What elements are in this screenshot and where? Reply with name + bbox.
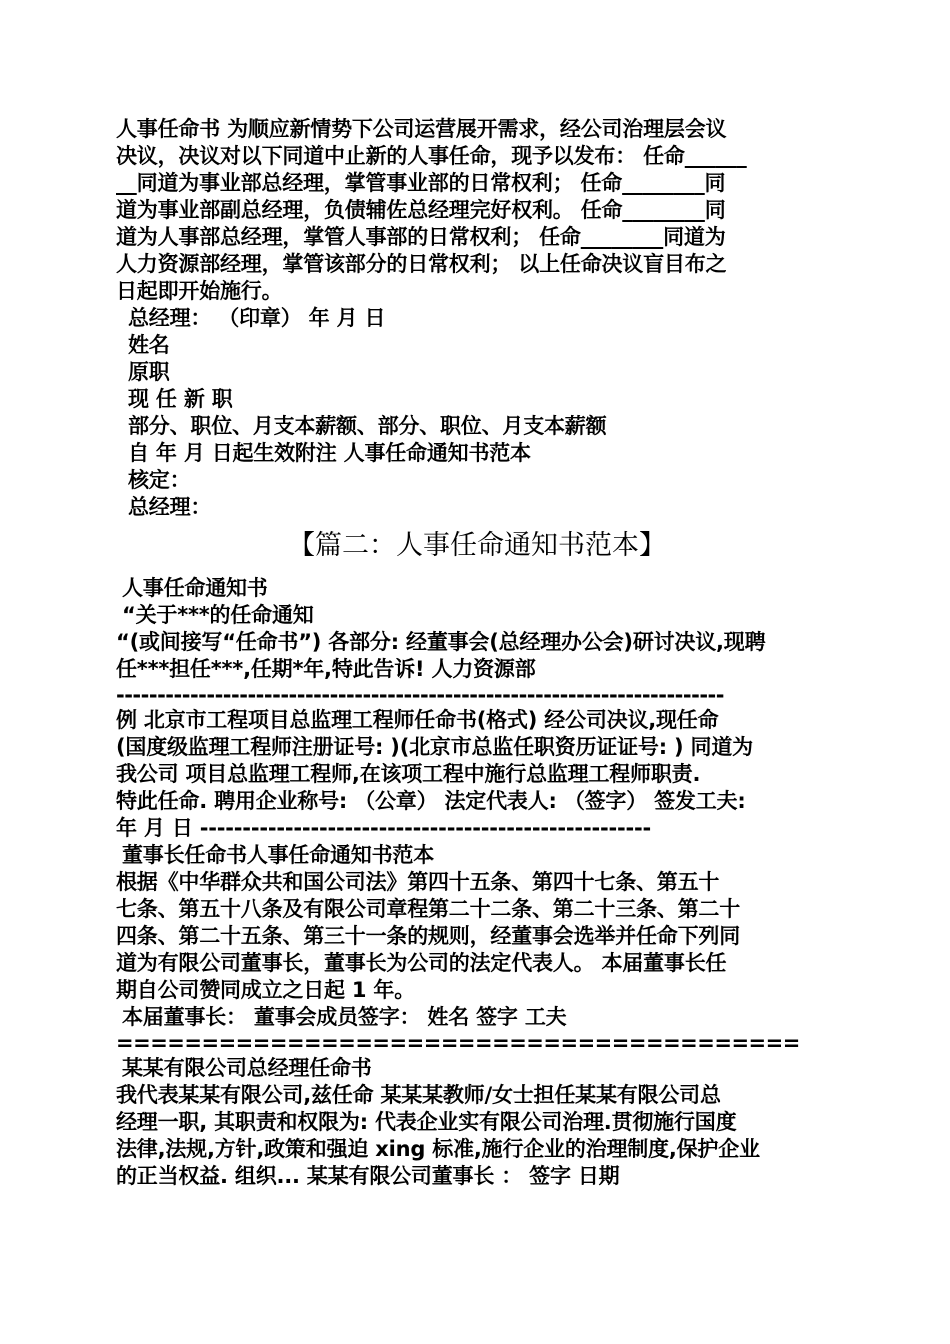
text-line: __同道为事业部总经理，掌管事业部的日常权利； 任命________同 (116, 171, 726, 195)
text-line: 本届董事长： 董事会成员签字： 姓名 签字 工夫 (122, 1005, 567, 1029)
form-line: 原职 (128, 360, 170, 384)
section-two-heading: 【篇二：人事任命通知书范本】 (288, 530, 666, 561)
text-line: (国度级监理工程师注册证号: )(北京市总监任职资历证证号: ) 同道为 (116, 735, 753, 759)
form-line: 自 年 月 日起生效附注 人事任命通知书范本 (128, 441, 531, 465)
appointment-form-block (116, 305, 838, 521)
form-line: 总经理： （印章） 年 月 日 (128, 306, 386, 330)
text-line: 日起即开始施行。 (116, 279, 283, 303)
text-line: 根据《中华群众共和国公司法》第四十五条、第四十七条、第五十 (116, 870, 720, 894)
intro-paragraph (116, 116, 838, 305)
text-line: 道为人事部总经理，掌管人事部的日常权利； 任命________同道为 (116, 225, 726, 249)
text-line: 任***担任***,任期*年,特此告诉! 人力资源部 (116, 657, 536, 681)
text-line: 经理一职, 其职责和权限为: 代表企业实有限公司治理.贯彻施行国度 (116, 1110, 737, 1134)
text-line: 期自公司赞同成立之日起 1 年。 (116, 978, 416, 1002)
gm-title: 某某有限公司总经理任命书 (122, 1056, 372, 1080)
text-line: 年 月 日 ----------------------------------------------------- (116, 816, 652, 840)
dashed-divider: -------------------------------------------------------------------------- (116, 683, 724, 707)
text-line: 道为有限公司董事长，董事长为公司的法定代表人。 本届董事长任 (116, 951, 727, 975)
form-line: 核定： (128, 468, 191, 492)
chairman-title: 董事长任命书人事任命通知书范本 (122, 843, 434, 867)
example-block (116, 707, 838, 842)
chairman-block (116, 842, 838, 1031)
text-line: “关于***的任命通知 (122, 603, 314, 627)
notice-block (116, 575, 838, 683)
form-line: 姓名 (128, 333, 170, 357)
form-line: 部分、职位、月支本薪额、部分、职位、月支本薪额 (128, 414, 607, 438)
form-line: 总经理： (128, 495, 212, 519)
text-line: 我公司 项目总监理工程师,在该项工程中施行总监理工程师职责. (116, 762, 701, 786)
text-line: 特此任命. 聘用企业称号: （公章） 法定代表人: （签字） 签发工夫: (116, 789, 746, 813)
text-line: “(或间接写“任命书”) 各部分: 经董事会(总经理办公会)研讨决议,现聘 (116, 630, 766, 654)
form-line: 现 任 新 职 (128, 387, 233, 411)
text-line: 七条、第五十八条及有限公司章程第二十二条、第二十三条、第二十 (116, 897, 740, 921)
text-line: 道为事业部副总经理，负债辅佐总经理完好权利。 任命________同 (116, 198, 726, 222)
general-manager-block (116, 1055, 838, 1190)
text-line: 决议，决议对以下同道中止新的人事任命，现予以发布： 任命______ (116, 144, 747, 168)
text-line: 人力资源部经理，掌管该部分的日常权利； 以上任命决议盲目布之 (116, 252, 727, 276)
notice-title: 人事任命通知书 (122, 576, 268, 600)
text-line: 例 北京市工程项目总监理工程师任命书(格式) 经公司决议,现任命 (116, 708, 719, 732)
text-line: 四条、第二十五条、第三十一条的规则，经董事会选举并任命下列同 (116, 924, 740, 948)
text-line: 的正当权益. 组织... 某某有限公司董事长 ： 签字 日期 (116, 1164, 620, 1188)
text-line: 法律,法规,方针,政策和强迫 xing 标准,施行企业的治理制度,保护企业 (116, 1137, 760, 1161)
text-line: 人事任命书 为顺应新情势下公司运营展开需求，经公司治理层会议 (116, 117, 727, 141)
document-page (116, 116, 838, 1190)
text-line: 我代表某某有限公司,兹任命 某某某教师/女士担任某某有限公司总 (116, 1083, 721, 1107)
double-divider: ======================================== (116, 1031, 800, 1055)
